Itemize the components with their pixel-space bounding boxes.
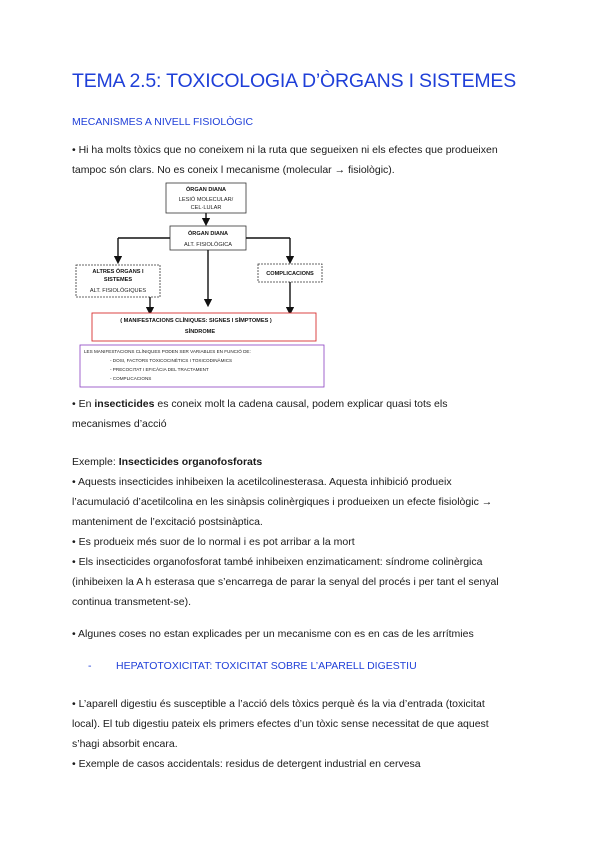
box-manif-line: ( MANIFESTACIONS CLÍNIQUES: SIGNES I SÍMPTOMES ) (120, 318, 272, 324)
example-b1-l2: l’acumulació d’acetilcolina en les sinàpsis colinèrgiques i produeixen un efecte fisiològic → (72, 496, 493, 508)
hepato-paragraph (72, 694, 542, 774)
note-line4: - COMPLICACIONS (110, 376, 152, 381)
example-label-text: Exemple: (72, 456, 119, 468)
intro-line-1: • Hi ha molts tòxics que no coneixem ni la ruta que segueixen ni els efectes que produeixen (72, 144, 498, 156)
hepatotoxicity-heading (88, 660, 417, 672)
insecticides-line1-post: es coneix molt la cadena causal, podem explicar quasi tots els (154, 398, 448, 410)
box-left-line2: SISTEMES (103, 277, 133, 283)
page-title: TEMA 2.5: TOXICOLOGIA D’ÒRGANS I SISTEMES (72, 70, 517, 92)
example-bold-term: Insecticides organofosforats (118, 456, 263, 468)
hepato-heading-text: HEPATOTOXICITAT: TOXICITAT SOBRE L’APARELL DIGESTIU (116, 660, 417, 672)
box-left-line1: ALTRES ÒRGANS I (92, 269, 144, 275)
hepato-p2: • Exemple de casos accidentals: residus de detergent industrial en cervesa (72, 758, 421, 770)
hepato-p1-l3: s’hagi absorbit encara. (72, 738, 178, 750)
example-b3-l1: • Els insecticides organofosforat també inhibeixen enzimaticament: síndrome colinèrgica (72, 556, 483, 568)
note-line1: LES MANIFESTACIONS CLÍNIQUES PODEN SER VARIABLES EN FUNCIÓ DE: (84, 349, 251, 354)
insecticides-line-1 (72, 394, 542, 414)
example-b1-l1: • Aquests insecticides inhibeixen la acetilcolinesterasa. Aquesta inhibició produeix (72, 476, 452, 488)
box-top-line3: CEL·LULAR (190, 205, 222, 211)
box-right-label: COMPLICACIONS (266, 271, 314, 277)
arrhythmia-paragraph: • Algunes coses no estan explicades per un mecanisme con es en cas de les arrítmies (72, 628, 474, 640)
intro-line-2: tampoc són clars. No es coneix l mecanisme (molecular → fisiològic). (72, 164, 395, 176)
hepato-p1-l2: local). El tub digestiu pateix els primers efectes d’un tòxic sense necessitat de que aquest (72, 718, 489, 730)
box-sindrome-line: SÍNDROME (184, 329, 216, 335)
box-left-line3: ALT. FISIOLÒGIQUES (89, 288, 147, 294)
box-mid-line1: ÒRGAN DIANA (187, 231, 229, 237)
example-b3-l3: continua transmetent-se). (72, 596, 192, 608)
example-b1-l3: manteniment de l’excitació postsinàptica. (72, 516, 263, 528)
example-b2: • Es produeix més suor de lo normal i es pot arribar a la mort (72, 536, 355, 548)
section-heading-mechanisms: MECANISMES A NIVELL FISIOLÒGIC (72, 116, 254, 128)
box-top-line1: ÒRGAN DIANA (185, 187, 227, 193)
insecticides-paragraph (72, 394, 542, 434)
note-line2: - DOSI, FACTORS TOXICOCINÈTICS I TOXICODINÀMICS (110, 358, 233, 363)
example-b3-l2: (inhibeixen la A h esterasa que s’encarrega de parar la senyal del procés i per tant el senyal (72, 576, 499, 588)
box-mid-line2: ALT. FISIOLÒGICA (183, 242, 233, 248)
hepato-p1-l1: • L’aparell digestiu és susceptible a l’acció dels tòxics perquè és la via d’entrada (toxicitat (72, 698, 485, 710)
example-paragraph (72, 452, 542, 612)
insecticides-line-2: mecanismes d’acció (72, 418, 167, 430)
example-label (72, 452, 542, 472)
heading-dash: - (88, 660, 92, 672)
box-top-line2: LESIÓ MOLECULAR/ (178, 197, 234, 203)
note-line3: - PRECOCITAT I EFICÀCIA DEL TRACTAMENT (110, 367, 209, 372)
insecticides-bold-term: insecticides (94, 398, 155, 410)
insecticides-line1-pre: • En (72, 398, 95, 410)
